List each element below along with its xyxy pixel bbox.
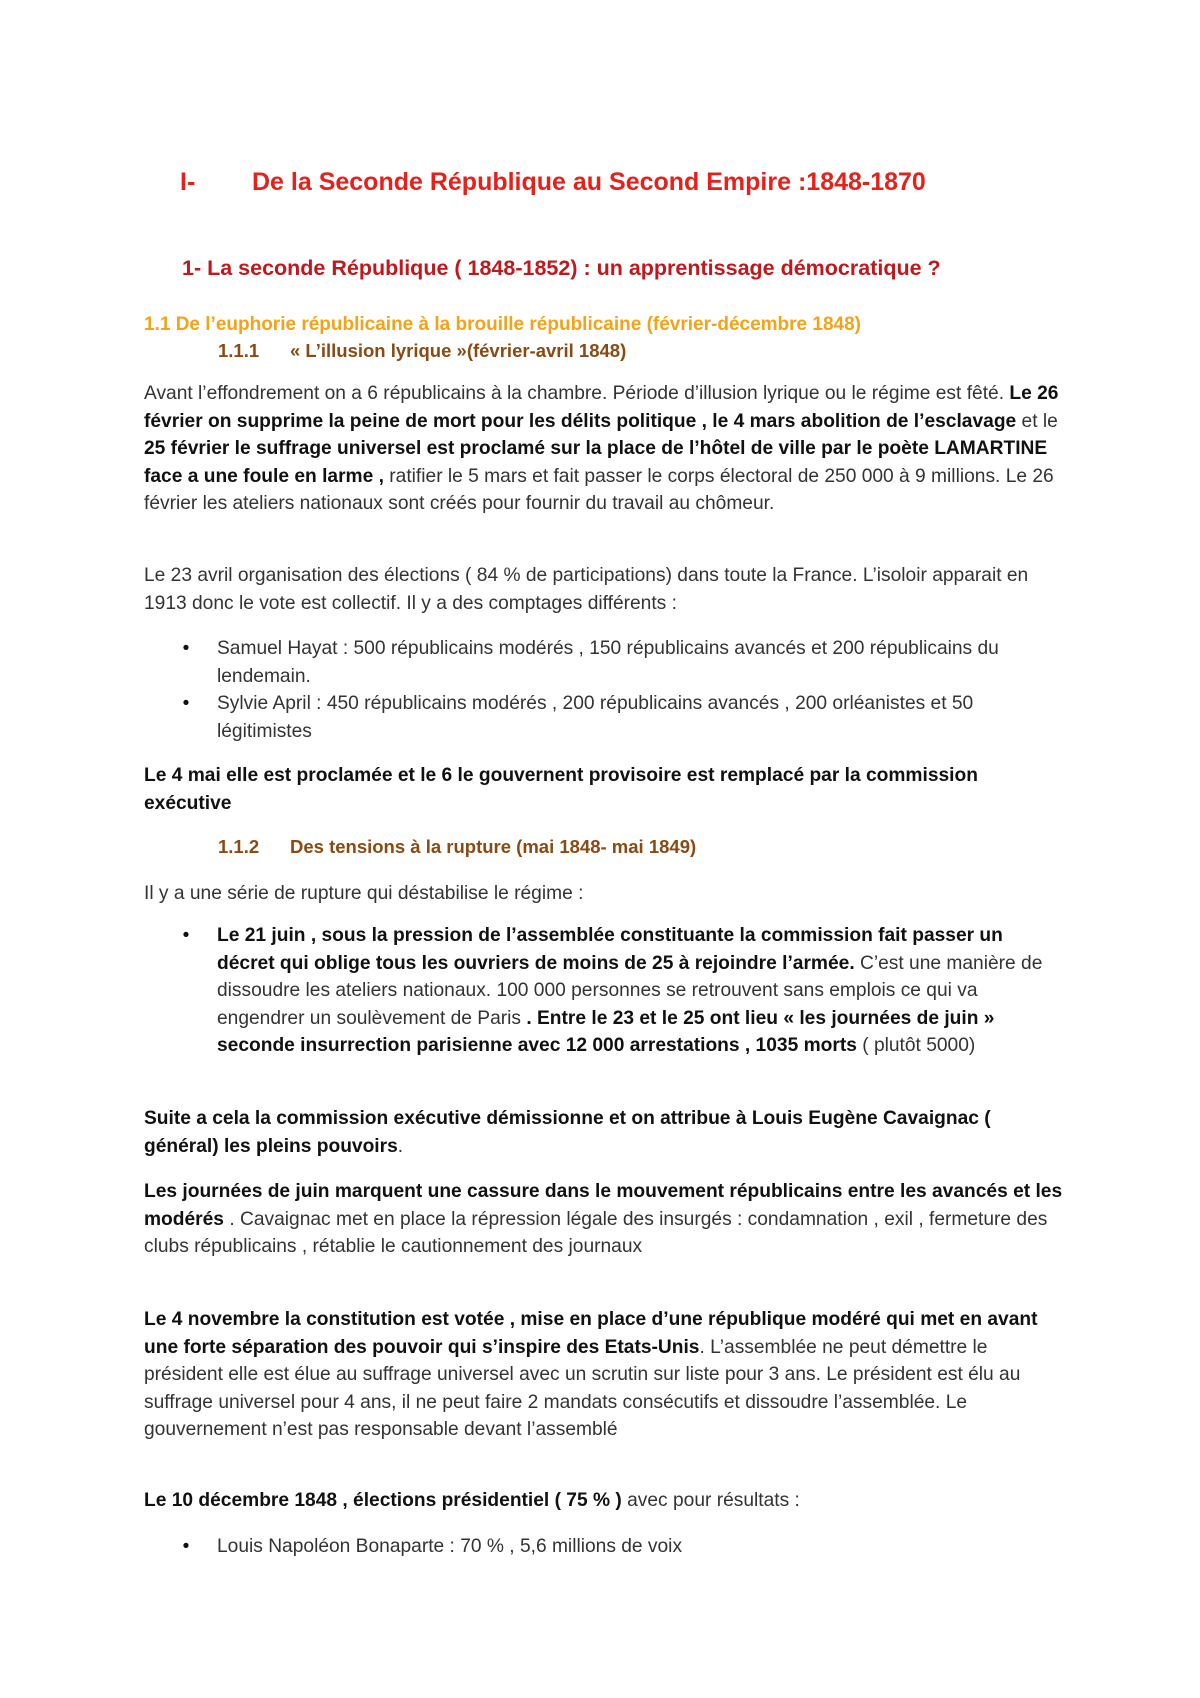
- paragraph-text: et le: [1016, 410, 1058, 432]
- paragraph-bold: Le 4 novembre la constitution est votée , mise en place d’une république modéré qui met en avant une forte séparation des pouvoir qui s’inspire des Etats-Unis: [144, 1309, 1038, 1358]
- list-item-text: Louis Napoléon Bonaparte : 70 % , 5,6 millions de voix: [217, 1536, 683, 1557]
- paragraph-bold: Le 10 décembre 1848 , élections présidentiel ( 75 % ): [144, 1490, 622, 1511]
- chapter-number: I-: [180, 168, 196, 196]
- paragraph-text: avec pour résultats :: [621, 1490, 800, 1511]
- paragraph-text: ratifier le 5 mars et fait passer le corps électoral de 250 000 à 9 millions. Le 26 février les ateliers nationaux sont créés pour fournir du travail au chômeur.: [144, 465, 1054, 515]
- paragraph-bold: Le 4 mai elle est proclamée et le 6 le gouvernent provisoire est remplacé par la commission exécutive: [144, 765, 978, 814]
- list-item-text: [217, 922, 1064, 1060]
- subsection-title: 1.1 De l’euphorie républicaine à la brouille républicaine (février-décembre 1848): [144, 314, 861, 335]
- subsubsection-title-2: [218, 836, 696, 858]
- paragraph-bold: Suite a cela la commission exécutive démissionne et on attribue à Louis Eugène Cavaignac ( général) les pleins pouvoirs: [144, 1108, 991, 1157]
- paragraph-presidentielle: [144, 1487, 1064, 1515]
- subsubsection-title-1: [218, 340, 626, 362]
- subsubsection-number-1: 1.1.1: [218, 340, 260, 361]
- list-item: [144, 690, 1064, 745]
- paragraph-cavaignac: [144, 1105, 1064, 1160]
- subsubsection-number-2: 1.1.2: [218, 836, 260, 857]
- paragraph-bold: Les journées de juin marquent une cassure dans le mouvement républicains entre les avancés et les modérés: [144, 1181, 1063, 1230]
- paragraph-commission: [144, 762, 1064, 817]
- paragraph-bold: 25 février le suffrage universel est proclamé sur la place de l’hôtel de ville par le poète LAMARTINE face a une foule en larme ,: [144, 438, 1048, 487]
- paragraph-text: Avant l’effondrement on a 6 républicains à la chambre. Période d’illusion lyrique ou le régime est fêté.: [144, 383, 1010, 404]
- subsubsection-text-1: « L’illusion lyrique »(février-avril 1848): [290, 340, 627, 361]
- paragraph-text: C’est une manière de dissoudre les ateliers nationaux. 100 000 personnes se retrouvent sans emplois ce qui va engendrer un soulèvement de Paris: [217, 952, 1043, 1029]
- paragraph-bold: Le 26 février on supprime la peine de mort pour les délits politique , le 4 mars abolition de l’esclavage: [144, 383, 1059, 432]
- bullet-icon: •: [182, 638, 190, 659]
- paragraph-elections: Le 23 avril organisation des élections ( 84 % de participations) dans toute la France. L’isoloir apparait en 1913 donc le vote est collectif. Il y a des comptages différents :: [144, 565, 1029, 614]
- paragraph-text: . Cavaignac met en place la répression légale des insurgés : condamnation , exil , fermeture des clubs républicains , rétablie le cautionnement des journaux: [144, 1208, 1048, 1258]
- paragraph-illusion: [144, 380, 1064, 518]
- paragraph-constitution: [144, 1306, 1064, 1444]
- chapter-title: [180, 168, 926, 197]
- list-item: [144, 1533, 1064, 1561]
- list-item-text: Samuel Hayat : 500 républicains modérés , 150 républicains avancés et 200 républicains du lendemain.: [217, 638, 999, 687]
- list-item: [144, 635, 1064, 690]
- paragraph-journees: [144, 1178, 1064, 1261]
- paragraph-rupture: Il y a une série de rupture qui déstabilise le régime :: [144, 883, 584, 904]
- paragraph-text: ( plutôt 5000): [856, 1035, 976, 1057]
- paragraph-text: . L’assemblée ne peut démettre le président elle est élue au suffrage universel avec un scrutin sur liste pour 3 ans. Le président est élu au suffrage universel pour 4 ans, il ne peut faire 2 mandats consécutifs et dissoudre l’assemblée. Le gouvernement n’est pas responsable devant l’assemblé: [144, 1336, 1021, 1441]
- paragraph-bold: Le 21 juin , sous la pression de l’assemblée constituante la commission fait passer un décret qui oblige tous les ouvriers de moins de 25 à rejoindre l’armée.: [217, 925, 1003, 974]
- list-item: [144, 922, 1064, 1060]
- section-title: 1- La seconde République ( 1848-1852) : un apprentissage démocratique ?: [182, 256, 941, 280]
- paragraph-text: .: [397, 1135, 404, 1157]
- bullet-icon: •: [182, 693, 190, 714]
- subsubsection-text-2: Des tensions à la rupture (mai 1848- mai 1849): [290, 836, 697, 857]
- bullet-icon: •: [182, 1536, 190, 1557]
- list-item-text: Sylvie April : 450 républicains modérés , 200 républicains avancés , 200 orléanistes et 50 légitimistes: [217, 693, 974, 742]
- bullet-icon: •: [182, 925, 190, 946]
- chapter-title-text: De la Seconde République au Second Empire :1848-1870: [252, 168, 926, 196]
- paragraph-bold: . Entre le 23 et le 25 ont lieu « les journées de juin » seconde insurrection parisienne avec 12 000 arrestations , 1035 morts: [217, 1007, 995, 1057]
